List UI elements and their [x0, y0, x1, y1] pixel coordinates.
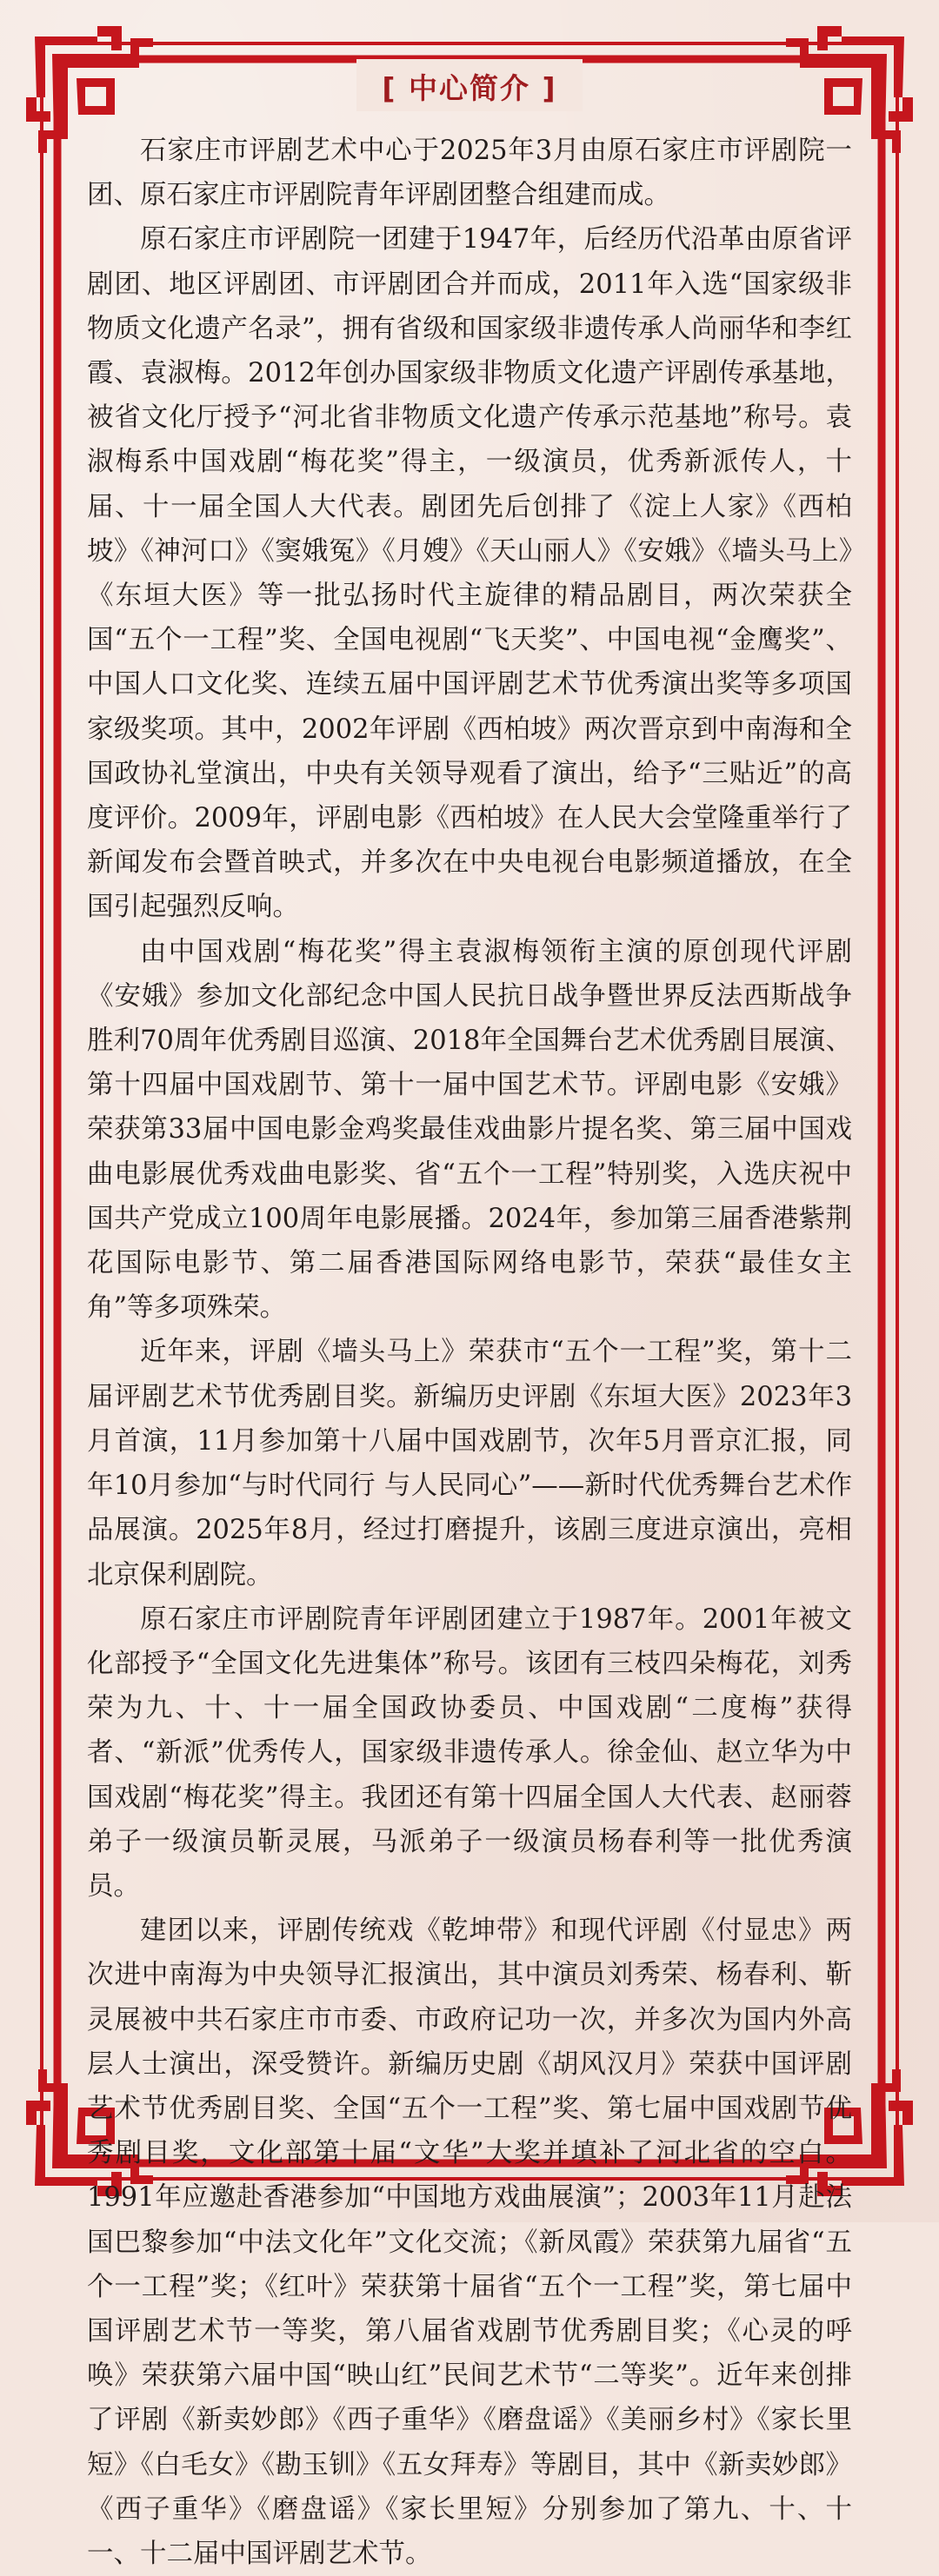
article-body [87, 129, 852, 2576]
paragraph-youth-troupe-achievements: 建团以来，评剧传统戏《乾坤带》和现代评剧《付显忠》两次进中南海为中央领导汇报演出，其中演员刘秀荣、杨春利、靳灵展被中共石家庄市市委、市政府记功一次，并多次为国内外高层人士演出，深受赞许。新编历史剧《胡风汉月》荣获中国评剧艺术节优秀剧目奖、全国“五个一工程”奖、第七届中国戏剧节优秀剧目奖，文化部第十届“文华”大奖并填补了河北省的空白。1991年应邀赴香港参加“中国地方戏曲展演”；2003年11月赴法国巴黎参加“中法文化年”文化交流；《新凤霞》荣获第九届省“五个一工程”奖；《红叶》荣获第十届省“五个一工程”奖，第七届中国评剧艺术节一等奖，第八届省戏剧节优秀剧目奖；《心灵的呼唤》荣获第六届中国“映山红”民间艺术节“二等奖”。近年来创排了评剧《新卖妙郎》《西子重华》《磨盘谣》《美丽乡村》《家长里短》《白毛女》《勘玉钏》《五女拜寿》等剧目，其中《新卖妙郎》《西子重华》《磨盘谣》《家长里短》分别参加了第九、十、十一、十二届中国评剧艺术节。 [87, 1915, 852, 2569]
paragraph-recent-works: 近年来，评剧《墙头马上》荣获市“五个一工程”奖，第十二届评剧艺术节优秀剧目奖。新编历史评剧《东垣大医》2023年3月首演，11月参加第十八届中国戏剧节，次年5月晋京汇报，同年10月参加“与时代同行 与人民同心”——新时代优秀舞台艺术作品展演。2025年8月，经过打磨提升，该剧三度进京演出，亮相北京保利剧院。 [87, 1337, 852, 1590]
page-title: [ 中心简介 ] [382, 71, 557, 105]
paragraph-intro: 石家庄市评剧艺术中心于2025年3月由原石家庄市评剧院一团、原石家庄市评剧院青年评剧团整合组建而成。 [87, 136, 852, 211]
paragraph-youth-troupe: 原石家庄市评剧院青年评剧团建立于1987年。2001年被文化部授予“全国文化先进集体”称号。该团有三枝四朵梅花，刘秀荣为九、十、十一届全国政协委员、中国戏剧“二度梅”获得者、“新派”优秀传人，国家级非遗传承人。徐金仙、赵立华为中国戏剧“梅花奖”得主。我团还有第十四届全国人大代表、赵丽蓉弟子一级演员靳灵展，马派弟子一级演员杨春利等一批优秀演员。 [87, 1603, 852, 1902]
paragraph-an-e: 由中国戏剧“梅花奖”得主袁淑梅领衔主演的原创现代评剧《安娥》参加文化部纪念中国人民抗日战争暨世界反法西斯战争胜利70周年优秀剧目巡演、2018年全国舞台艺术优秀剧目展演、第十四届中国戏剧节、第十一届中国艺术节。评剧电影《安娥》荣获第33届中国电影金鸡奖最佳戏曲影片提名奖、第三届中国戏曲电影展优秀戏曲电影奖、省“五个一工程”特别奖，入选庆祝中国共产党成立100周年电影展播。2024年，参加第三届香港紫荆花国际电影节、第二届香港国际网络电影节，荣获“最佳女主角”等多项殊荣。 [87, 936, 852, 1324]
paragraph-troupe-one-history: 原石家庄市评剧院一团建于1947年，后经历代沿革由原省评剧团、地区评剧团、市评剧团合并而成，2011年入选“国家级非物质文化遗产名录”，拥有省级和国家级非遗传承人尚丽华和李红霞、袁淑梅。2012年创办国家级非物质文化遗产评剧传承基地，被省文化厅授予“河北省非物质文化遗产传承示范基地”称号。袁淑梅系中国戏剧“梅花奖”得主，一级演员，优秀新派传人，十届、十一届全国人大代表。剧团先后创排了《淀上人家》《西柏坡》《神河口》《窦娥冤》《月嫂》《天山丽人》《安娥》《墙头马上》《东垣大医》等一批弘扬时代主旋律的精品剧目，两次荣获全国“五个一工程”奖、全国电视剧“飞天奖”、中国电视“金鹰奖”、中国人口文化奖、连续五届中国评剧艺术节优秀演出奖等多项国家级奖项。其中，2002年评剧《西柏坡》两次晋京到中南海和全国政协礼堂演出，中央有关领导观看了演出，给予“三贴近”的高度评价。2009年，评剧电影《西柏坡》在人民大会堂隆重举行了新闻发布会暨首映式，并多次在中央电视台电影频道播放，在全国引起强烈反响。 [87, 224, 852, 923]
